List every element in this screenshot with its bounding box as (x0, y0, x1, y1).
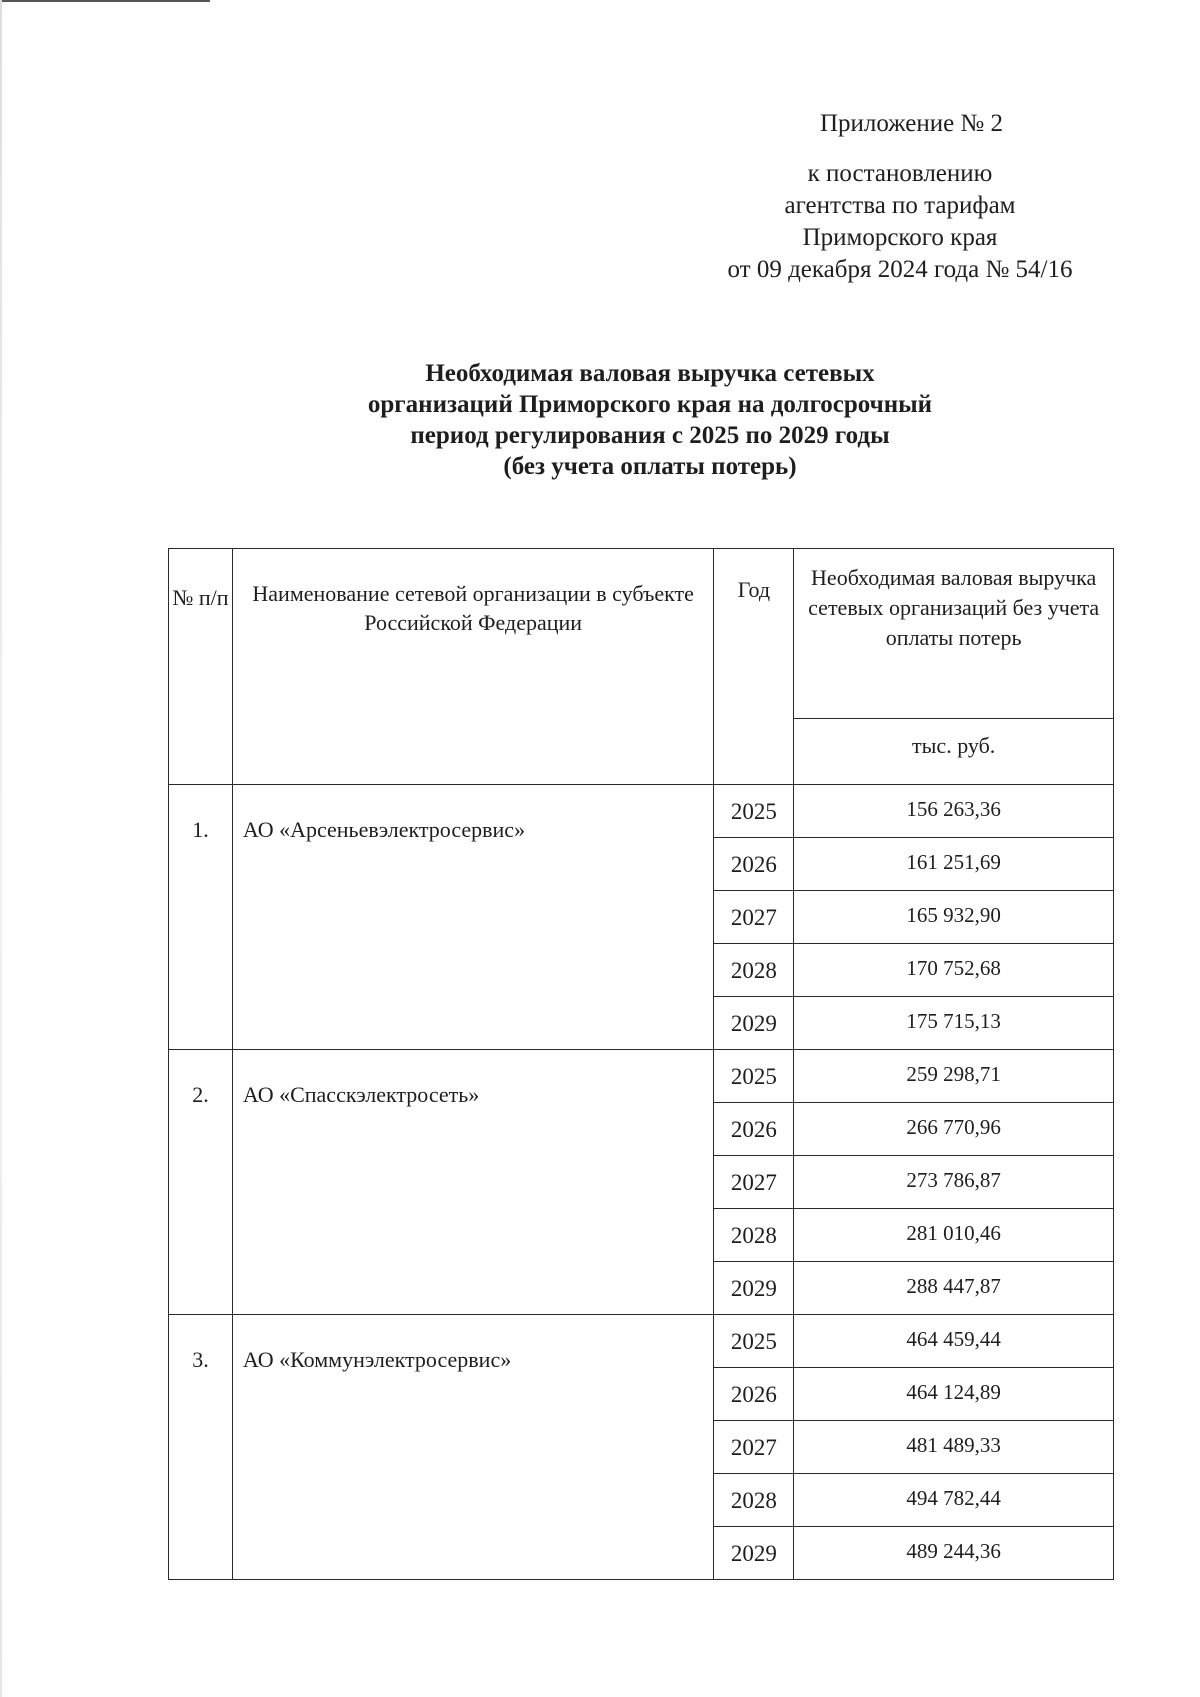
scan-edge-shadow (0, 0, 2, 1697)
title-line: организаций Приморского края на долгосрочный (367, 391, 933, 418)
revenue-value-cell: 273 786,87 (794, 1156, 1114, 1209)
revenue-value-cell: 156 263,36 (794, 785, 1114, 838)
revenue-value-cell: 489 244,36 (794, 1527, 1114, 1580)
year-cell: 2026 (714, 1368, 794, 1421)
org-name: АО «Коммунэлектросервис» (232, 1315, 714, 1580)
header-org-name: Наименование сетевой организации в субъекте Российской Федерации (232, 549, 714, 785)
org-number: 1. (169, 785, 233, 1050)
header-revenue: Необходимая валовая выручка сетевых организаций без учета оплаты потерь (794, 549, 1114, 719)
table-row (169, 1050, 1114, 1103)
org-name: АО «Арсеньевэлектросервис» (232, 785, 714, 1050)
revenue-value-cell: 464 459,44 (794, 1315, 1114, 1368)
year-cell: 2025 (714, 785, 794, 838)
header-year: Год (714, 549, 794, 785)
table-body (169, 549, 1114, 1580)
header-num: № п/п (169, 549, 233, 785)
year-cell: 2029 (714, 1527, 794, 1580)
revenue-value-cell: 266 770,96 (794, 1103, 1114, 1156)
scan-edge-mark (0, 0, 210, 2)
revenue-table (168, 548, 1114, 1580)
annex-line: агентства по тарифам (784, 192, 1016, 219)
revenue-value-cell: 259 298,71 (794, 1050, 1114, 1103)
annex-line: к постановлению (807, 160, 993, 187)
revenue-value-cell: 175 715,13 (794, 997, 1114, 1050)
annex-line: Приморского края (802, 224, 998, 251)
title-line: период регулирования с 2025 по 2029 годы (410, 422, 890, 449)
revenue-value-cell: 494 782,44 (794, 1474, 1114, 1527)
revenue-value-cell: 161 251,69 (794, 838, 1114, 891)
revenue-value-cell: 288 447,87 (794, 1262, 1114, 1315)
document-title (250, 358, 1050, 482)
year-cell: 2029 (714, 1262, 794, 1315)
year-cell: 2025 (714, 1315, 794, 1368)
org-number: 2. (169, 1050, 233, 1315)
revenue-value-cell: 170 752,68 (794, 944, 1114, 997)
year-cell: 2027 (714, 1156, 794, 1209)
revenue-value-cell: 481 489,33 (794, 1421, 1114, 1474)
table-row (169, 1315, 1114, 1368)
annex-line-date: от 09 декабря 2024 года № 54/16 (727, 256, 1073, 283)
year-cell: 2028 (714, 1474, 794, 1527)
org-number: 3. (169, 1315, 233, 1580)
revenue-value-cell: 464 124,89 (794, 1368, 1114, 1421)
year-cell: 2027 (714, 1421, 794, 1474)
title-line: Необходимая валовая выручка сетевых (425, 360, 875, 387)
revenue-value-cell: 281 010,46 (794, 1209, 1114, 1262)
year-cell: 2029 (714, 997, 794, 1050)
year-cell: 2028 (714, 1209, 794, 1262)
year-cell: 2025 (714, 1050, 794, 1103)
year-cell: 2026 (714, 1103, 794, 1156)
header-unit: тыс. руб. (794, 719, 1114, 785)
year-cell: 2028 (714, 944, 794, 997)
title-line: (без учета оплаты потерь) (503, 453, 797, 480)
year-cell: 2026 (714, 838, 794, 891)
year-cell: 2027 (714, 891, 794, 944)
header-row (169, 549, 1114, 719)
annex-block (700, 158, 1100, 286)
table-row (169, 785, 1114, 838)
org-name: АО «Спасскэлектросеть» (232, 1050, 714, 1315)
annex-title: Приложение № 2 (820, 110, 1004, 137)
revenue-value-cell: 165 932,90 (794, 891, 1114, 944)
